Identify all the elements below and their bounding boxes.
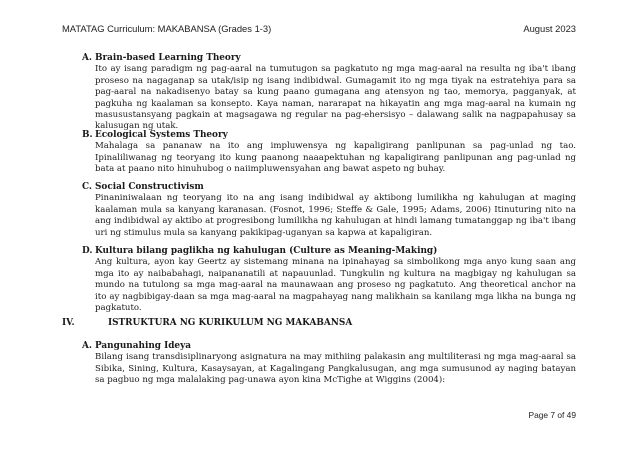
section-pangunahing-ideya [82,341,576,387]
page-header [62,23,576,37]
section-title: Pangunahing Ideya [95,341,191,351]
section-title: Social Constructivism [95,182,204,192]
document-date: August 2023 [523,23,576,34]
section-paragraph: Mahalaga sa pananaw na ito ang impluwensya ng kapaligirang panlipunan sa pag-unlad ng tao. Ipinaliliwanag ng teoryang ito kung paanong naaapektuhan ng kapaligirang panlipunan ang pag-unlad ng bata at paano nito hinuhubog o naiimpluwensyahan ang bawat aspeto ng buhay. [95,141,576,175]
section-social-constructivism [82,182,576,239]
section-paragraph: Ito ay isang paradigm ng pag-aaral na tumutugon sa pagkatuto ng mga mag-aaral na resulta ng iba't ibang proseso na nagaganap sa utak/isip ng isang indibidwal. Gumagamit ito ng mga tiyak na estratehiya para sa pag-aaral na nakadisenyo batay sa kung paano gumagana ang atensyon ng tao, memorya, pagganyak, at pagkuha ng kaalaman sa konsepto. Kaya naman, nararapat na hikayatin ang mga mag-aaral na kumain ng masusustansyang pagkain at magsagawa ng regular na pag-ehersisyo – dalawang salik na nagpapahusay sa kalusugan ng utak. [95,64,576,132]
document-title: MATATAG Curriculum: MAKABANSA (Grades 1-3) [62,23,272,34]
section-letter: D. [82,246,93,256]
section-letter: A. [82,341,92,351]
section-title: Brain-based Learning Theory [95,53,241,63]
section-letter: A. [82,53,92,63]
section-letter: B. [82,130,93,140]
section-title: Kultura bilang paglikha ng kahulugan (Culture as Meaning-Making) [95,246,438,256]
section-paragraph: Pinaniniwalaan ng teoryang ito na ang isang indibidwal ay aktibong lumilikha ng kahulugan at maging kaalaman mula sa kanyang karanasan. (Fosnot, 1996; Steffe & Gale, 1995; Adams, 2006) Itinuturing nito na ang indibidwal ay aktibo at progresibong lumilikha ng kahulugan at hindi lamang tumatanggap ng iba't ibang uri ng stimulus mula sa kanyang pakikipag-uganyan sa kapwa at kapaligiran. [95,193,576,238]
main-heading-title: ISTRUKTURA NG KURIKULUM NG MAKABANSA [108,318,353,328]
section-ecological-systems [82,130,576,176]
section-paragraph: Bilang isang transdisiplinaryong asignatura na may mithiing palakasin ang multiliterasi ng mga mag-aaral sa Sibika, Sining, Kultura, Kasaysayan, at Kagalingang Pangkalusugan, ang mga sumusunod ay naging batayan sa pagbuo ng mga malalaking pag-unawa ayon kina McTighe at Wiggins (2004): [95,352,576,386]
section-brain-based-learning [82,53,576,133]
section-title: Ecological Systems Theory [95,130,228,140]
page-number: Page 7 of 49 [528,410,576,420]
section-culture-meaning-making [82,246,576,314]
section-paragraph: Ang kultura, ayon kay Geertz ay sistemang minana na ipinahayag sa simbolikong mga anyo kung saan ang mga ito ay naibabahagi, naipananatili at napauunlad. Tungkulin ng kultura na magbigay ng kahulugan sa mundo na tutulong sa mga mag-aaral na maunawaan ang proseso ng pagkatuto. Ang theoretical anchor na ito ay nagbibigay-daan sa mga mag-aaral na magpahayag nang malikhain sa kanilang mga likha na bunga ng pagkatuto. [95,257,576,314]
main-heading-number: IV. [62,318,75,328]
section-letter: C. [82,182,92,192]
